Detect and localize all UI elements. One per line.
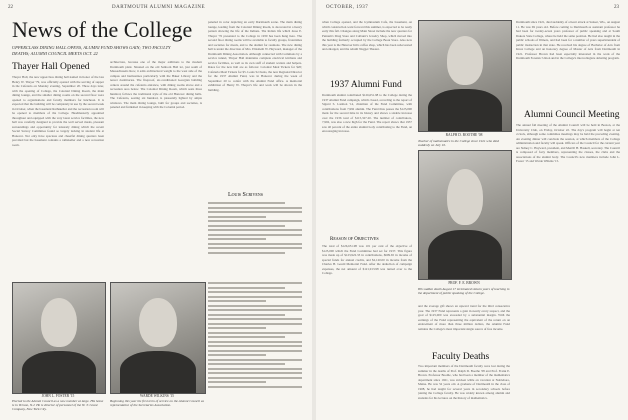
column-3b-text bbox=[208, 202, 302, 276]
photo-caption-name-wilkins: WARDE WILKINS '15 bbox=[140, 394, 174, 398]
photo-john-l-foster bbox=[12, 282, 106, 394]
section-title-alumni-fund: 1937 Alumni Fund bbox=[330, 80, 402, 90]
photo-caption-boothe: Teacher of mathematics in the College since 1921 who died suddenly on July 10. bbox=[418, 139, 499, 148]
photo-caption-name-boothe: RALPH D. BOOTHE '08 bbox=[445, 133, 483, 137]
column-2-text: architecture, because one of the major additions to the modern Dartmouth plant. Situated on the old Sanborn Hall lot, just south of Massachusetts Row, it adds architectural weight to the west side of the campus and harmonizes particularly with the Baker Library and the newer dormitories. The fireproof, air-conditioned Georgian building centers around the cafeteria entrance, with dining rooms above and a recreation area below. The Colonial Dining Room, which seats three hundred, follows the traditional style of the old Hanover dining halls. The Cafeteria, seating six hundred, is pleasantly lighted by ample windows. The main dining lounge, built for groups and societies, is paneled and furnished in keeping with the Colonial period. bbox=[110, 60, 202, 109]
photo-caption-brown: His sudden death August 17 terminated sixteen years of teaching in the department of public speaking of the College. bbox=[418, 287, 510, 296]
right-column-2b-text: Two important members of the Dartmouth faculty were lost during the summer in the deaths of Prof. Ralph D. Boothe '08 and Prof. Frank E. Brown. Professor Boothe, who had been a member of the mathematics department since 1921, was stricken while on vacation at Nobleboro, Maine. He was 52 years old. A graduate of Dartmouth in the class of 1908, he had taught for several years in secondary schools before joining the College faculty. He was widely known among alumni and students for his lectures on the history of mathematics. bbox=[418, 364, 510, 400]
section-title-faculty-deaths: Faculty Deaths bbox=[432, 352, 490, 362]
column-3-text: paneled in color depicting an early Dartmouth scene. The main dining lounge, leading from the Colonial Dining Room, is decorated in a heavy pattern showing the life of the Indians. The Indian life which Jesse E. Thayer '76 presented to the College in 1930 has been hung here. The second floor dining rooms will be available to faculty groups, fraternities and societies for meals, and to the alumni for reunions. The new dining hall is under the direction of Mrs. Elizabeth W. Hayward, manager of the Dartmouth Dining Association. Although connected with Commons by a service tunnel, Thayer Hall maintains complete electrical kitchens and service facilities, as well as its own staff of student waiters and helpers. Rates for the new hall are as follows: Colonial Meal Tickets for $20; Cafeteria Meal Tickets for $5. Louis Scrivens, the new Regional Director for the 1937 Alumni Fund, was in Hanover during the week of September 20 to confer with the Alumni Fund office. A memorial exhibition of Henry W. Thayer's life and work will be shown in the building. bbox=[208, 20, 302, 92]
photo-frank-brown bbox=[418, 150, 512, 280]
right-column-1c-text: The total of $126,651.98 was 101 per cent of the objective of $125,000 which the Fund Committee had set for 1937. This figure was made up of $123,922.33 in contributions, $609.65 in income of special funds for annual credits, and $2,120.00 in income from the Charles H. Gould Memorial Fund. After the deduction of campaign expenses, the net amount of $121,913.98 was turned over to the College. bbox=[322, 244, 412, 275]
page-number-right: 23 bbox=[614, 5, 619, 10]
article-subhead: UPPERCLASS DINING HALL OPENS, ALUMNI FUND SHOWS GAIN; TWO FACULTY DEATHS; ALUMNI COUNCIL MEETS OCT. 22 bbox=[12, 45, 171, 56]
right-column-3-text: Dartmouth since 1921, died suddenly of a heart attack at Sunset, Wis., on August 11. He was 69 years old. Before coming to Dartmouth as assistant professor he had been for twenty-seven years professor of public speaking and at South Dakota State College, where he held the same position. He had also taught in the public schools of Illinois, and had been for a number of years superintendent of public instruction in that state. He received his degree of Bachelor of Arts from Knox College and an honorary degree of Master of Arts from Dartmouth in 1921. Professor Brown had been especially interested in the work of the Dartmouth Forensic Union and in the College's intercollegiate debating program. bbox=[516, 20, 620, 60]
right-column-1-text: when College opened, and the Gymnasium Cafe, the basement, on which construction went forward this summer, is expected to be ready early this fall. Changes along Main Street include the new quarters for Putnam's Drug Store and Colburn's Jewelry Shop, which moved into the building formerly occupied by the College Book Store. Also new this year is the Hanover Inn's coffee shop, which has been redecorated and enlarged, and the rebuilt Nugget Theater. bbox=[322, 20, 412, 51]
section-title-alumni-council: Alumni Council Meeting bbox=[524, 110, 620, 120]
photo-warde-wilkins bbox=[110, 282, 206, 394]
right-column-3b-text: The annual fall meeting of the Alumni Council will be held in Boston, at the University Club, on Friday, October 22. The day's program will begin at ten o'clock, although some committee meetings may be held the preceding evening. An evening dinner will conclude the session, at which members of the College administration and faculty will speak. Officers of the Council for the current year are Sidney C. Hayward, president, and Merrill H. Haskell, secretary. The Council is composed of forty members, representing the classes, the clubs and the associations of the alumni body. The Council's new members include John L. Foster '15 and Warde Wilkins '15. bbox=[516, 123, 620, 163]
page-title: News of the College bbox=[12, 17, 193, 42]
photo-caption-name-brown: PROF. F. E. BROWN bbox=[448, 281, 480, 285]
photo-caption-name-foster: JOHN L. FOSTER '15 bbox=[41, 394, 75, 398]
section-title-thayer-hall: Thayer Hall Opened bbox=[12, 62, 90, 72]
photo-caption-foster: Elected to the Alumni Council as a new member at large. His home is in Vernon, N.J. He is director of personnel of the W. T. Grant Company, New York City. bbox=[12, 399, 104, 412]
photo-caption-wilkins: Beginning this year his first term of service on the Alumni Council as representative of the Secretaries Association. bbox=[110, 399, 204, 408]
section-title-louis-scrivens: Louis Scrivens bbox=[228, 192, 263, 198]
right-column-2-text: and the average gift shows an upward trend for the third consecutive year. The 1937 Fund represents a gain in nearly every respect, and the goal of $125,000 was exceeded by a substantial margin. With the earnings of the Fund representing the equivalent of the return on an endowment of more than three million dollars, the Alumni Fund remains the College's most important single source of free income. bbox=[418, 304, 510, 331]
section-title-objectives: Reason of Objectives bbox=[330, 237, 379, 242]
column-3c-text bbox=[208, 282, 302, 412]
right-page bbox=[316, 0, 628, 420]
page-number-left: 22 bbox=[8, 5, 13, 10]
running-head-left: DARTMOUTH ALUMNI MAGAZINE bbox=[112, 5, 206, 10]
photo-ralph-boothe bbox=[418, 20, 512, 132]
right-column-1b-text: Dartmouth alumni contributed $126,651.98 to the College during the 1937 Alumni Fund campaign, which closed, according to the report of Sigurd S. Larmon '14, chairman of the Fund Committee, with contributions from 7,992 alumni. The Fund thus passes the $125,000 mark for the second time in its history and shows a sizable increase over the 1936 total of $115,327.20. The number of contributors, 7,992, was also a new high for the Fund. The report shows that 1937 saw 40 percent of the entire alumni body contributing to the Fund, an encouraging increase. bbox=[322, 93, 412, 133]
left-page bbox=[0, 0, 312, 420]
running-head-right: OCTOBER, 1937 bbox=[326, 5, 369, 10]
column-1-text: Thayer Hall, the new upperclass dining hall named in honor of the late Henry W. Thayer '79, was officially opened with the serving of supper in the Cafeteria on Monday evening, September 20. Three days later, with the opening of College, the Colonial Dining Room, the main dining lounge, and the smaller dining rooms on the second floor were opened to organizations and faculty members for luncheon. It is expected that the building will be completely in use by the second week in October, when the basement Rathskeller and the recreation room will be opened to members of the College. Headmasterly appointed throughout and equipped with the very latest service facilities, the new hall was carefully designed to provide the well served meals, pleasant surroundings and opportunity for leisurely dining which the recent Social Survey Committee found so largely lacking in student life at Hanover. Not only have spacious and cheerful dining quarters been provided but the basement contains a rathskeller and a new recreation room. bbox=[12, 75, 104, 147]
